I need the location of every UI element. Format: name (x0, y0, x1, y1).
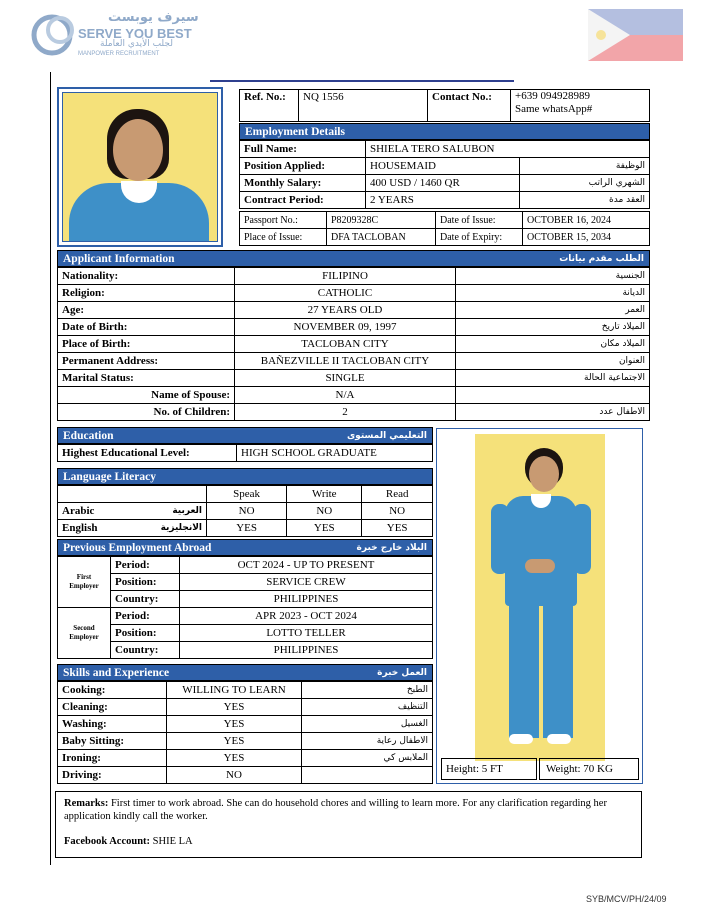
applicant-label: Marital Status: (58, 370, 235, 387)
applicant-label-ar: الاطفال عدد (456, 404, 650, 421)
language-value: YES (287, 520, 362, 537)
employment-label: Country: (111, 642, 180, 659)
height-box (441, 758, 537, 780)
issue-label: Date of Issue: (436, 212, 523, 229)
applicant-value: FILIPINO (235, 268, 456, 285)
skill-row (58, 682, 433, 699)
applicant-row (58, 302, 650, 319)
passport-value: P8209328C (327, 212, 436, 229)
employment-row (58, 608, 433, 625)
applicant-row (58, 319, 650, 336)
contract-label: Contract Period: (240, 192, 366, 209)
contract-value: 2 YEARS (366, 192, 520, 209)
previous-employment-section (57, 539, 433, 659)
place-value: DFA TACLOBAN (327, 229, 436, 246)
applicant-label: Name of Spouse: (58, 387, 235, 404)
language-header (57, 468, 433, 485)
language-row (58, 520, 433, 537)
applicant-label: Religion: (58, 285, 235, 302)
reference-table (239, 89, 650, 122)
employment-value: LOTTO TELLER (180, 625, 433, 642)
left-margin-line (50, 72, 51, 865)
language-value: YES (362, 520, 433, 537)
place-label: Place of Issue: (240, 229, 327, 246)
logo-name: SERVE YOU BEST (78, 26, 192, 41)
skill-label-ar: الغسيل (302, 716, 433, 733)
language-col-header: Speak (207, 486, 287, 503)
employer-tag: Second Employer (58, 608, 111, 659)
employment-label: Period: (111, 557, 180, 574)
previous-header (57, 539, 433, 556)
education-section (57, 427, 433, 462)
fullbody-frame (436, 428, 643, 784)
headshot-frame (57, 87, 223, 247)
ref-label: Ref. No.: (240, 90, 299, 122)
applicant-row (58, 387, 650, 404)
applicant-label-ar: الميلاد مكان (456, 336, 650, 353)
logo-arabic: سيرف يوبست (108, 10, 199, 25)
contact-value: +639 094928989 (515, 90, 590, 102)
applicant-label: No. of Children: (58, 404, 235, 421)
logo-tagline: MANPOWER RECRUITMENT (78, 51, 160, 57)
skill-value: YES (167, 699, 302, 716)
applicant-label-ar: الديانة (456, 285, 650, 302)
passport-label: Passport No.: (240, 212, 327, 229)
language-section (57, 468, 433, 537)
employment-value: PHILIPPINES (180, 591, 433, 608)
previous-title: Previous Employment Abroad (63, 541, 212, 554)
skill-label: Ironing: (58, 750, 167, 767)
applicant-label-ar: العنوان (456, 353, 650, 370)
top-rule (210, 80, 514, 82)
skill-label-ar: الطبخ (302, 682, 433, 699)
language-header-row (58, 486, 433, 503)
language-value: YES (207, 520, 287, 537)
employment-row (58, 557, 433, 574)
applicant-value: SINGLE (235, 370, 456, 387)
applicant-information (57, 250, 650, 421)
ref-value: NQ 1556 (299, 90, 428, 122)
applicant-value: CATHOLIC (235, 285, 456, 302)
employment-value: SERVICE CREW (180, 574, 433, 591)
skills-table (57, 681, 433, 784)
employment-label: Country: (111, 591, 180, 608)
applicant-value: 27 YEARS OLD (235, 302, 456, 319)
contact-cell (511, 90, 650, 122)
salary-label: Monthly Salary: (240, 175, 366, 192)
language-name-ar: الانجليزية (160, 522, 202, 533)
skill-row (58, 767, 433, 784)
facebook-value: SHIE LA (152, 836, 193, 847)
employment-row (58, 591, 433, 608)
education-title-ar: التعليمي المستوى (346, 430, 427, 441)
employer-tag: First Employer (58, 557, 111, 608)
skill-label: Washing: (58, 716, 167, 733)
applicant-label: Permanent Address: (58, 353, 235, 370)
skill-label: Baby Sitting: (58, 733, 167, 750)
language-value: NO (362, 503, 433, 520)
applicant-table (57, 267, 650, 421)
skill-value: YES (167, 716, 302, 733)
employment-value: PHILIPPINES (180, 642, 433, 659)
employment-row (58, 574, 433, 591)
position-label: Position Applied: (240, 158, 366, 175)
applicant-row (58, 268, 650, 285)
language-name-cell (58, 503, 207, 520)
applicant-label-ar: الاجتماعية الحالة (456, 370, 650, 387)
headshot-photo (62, 92, 218, 242)
education-title: Education (63, 429, 114, 442)
employment-row (58, 625, 433, 642)
salary-ar: الشهري الراتب (520, 175, 650, 192)
skill-value: WILLING TO LEARN (167, 682, 302, 699)
fullbody-photo (475, 434, 605, 761)
remarks-paragraph (64, 797, 633, 823)
skill-value: YES (167, 733, 302, 750)
skill-label-ar: الملابس كي (302, 750, 433, 767)
contract-ar: العقد مدة (520, 192, 650, 209)
previous-table (57, 556, 433, 659)
applicant-title-ar: الطلب مقدم بيانات (559, 253, 644, 264)
expiry-value: OCTOBER 15, 2034 (523, 229, 650, 246)
applicant-value: NOVEMBER 09, 1997 (235, 319, 456, 336)
language-name-cell (58, 520, 207, 537)
full-name-value: SHIELA TERO SALUBON (366, 141, 650, 158)
applicant-label-ar: الميلاد تاريخ (456, 319, 650, 336)
employment-label: Position: (111, 574, 180, 591)
applicant-row (58, 370, 650, 387)
applicant-row (58, 404, 650, 421)
skills-title-ar: العمل خبرة (377, 667, 427, 678)
skill-label: Cooking: (58, 682, 167, 699)
language-table (57, 485, 433, 537)
employment-value: APR 2023 - OCT 2024 (180, 608, 433, 625)
facebook-label: Facebook Account: (64, 836, 151, 847)
company-logo (30, 10, 200, 60)
language-col-header: Read (362, 486, 433, 503)
remarks-label: Remarks: (64, 798, 109, 809)
employment-row (58, 642, 433, 659)
skill-value: YES (167, 750, 302, 767)
applicant-row (58, 285, 650, 302)
language-name: English (62, 521, 98, 534)
applicant-title: Applicant Information (63, 252, 175, 265)
employment-label: Position: (111, 625, 180, 642)
employment-details (239, 123, 650, 246)
language-value: NO (207, 503, 287, 520)
applicant-value: BAÑEZVILLE II TACLOBAN CITY (235, 353, 456, 370)
applicant-value: N/A (235, 387, 456, 404)
skill-label: Driving: (58, 767, 167, 784)
skills-section (57, 664, 433, 784)
applicant-label: Date of Birth: (58, 319, 235, 336)
previous-title-ar: البلاد خارج خبرة (356, 542, 427, 553)
applicant-label-ar (456, 387, 650, 404)
skill-label-ar: التنظيف (302, 699, 433, 716)
skills-header (57, 664, 433, 681)
applicant-label: Place of Birth: (58, 336, 235, 353)
applicant-value: TACLOBAN CITY (235, 336, 456, 353)
language-title: Language Literacy (63, 470, 156, 483)
issue-value: OCTOBER 16, 2024 (523, 212, 650, 229)
language-corner (58, 486, 207, 503)
skill-label-ar (302, 767, 433, 784)
applicant-label: Age: (58, 302, 235, 319)
skill-row (58, 750, 433, 767)
facebook-line (64, 835, 633, 848)
position-ar: الوظيفة (520, 158, 650, 175)
employment-header (239, 123, 650, 140)
applicant-row (58, 353, 650, 370)
skills-title: Skills and Experience (63, 666, 170, 679)
language-value: NO (287, 503, 362, 520)
remarks-box (55, 791, 642, 858)
skill-row (58, 733, 433, 750)
applicant-header (57, 250, 650, 267)
height-value: Height: 5 FT (446, 763, 503, 775)
education-value: HIGH SCHOOL GRADUATE (237, 445, 433, 462)
skill-row (58, 716, 433, 733)
applicant-label-ar: الجنسية (456, 268, 650, 285)
full-name-label: Full Name: (240, 141, 366, 158)
employment-label: Period: (111, 608, 180, 625)
expiry-label: Date of Expiry: (436, 229, 523, 246)
skill-label: Cleaning: (58, 699, 167, 716)
logo-arabic-sub: لجلب الأيدي العاملة (100, 39, 173, 49)
skill-label-ar: الاطفال رعاية (302, 733, 433, 750)
applicant-row (58, 336, 650, 353)
weight-box (539, 758, 639, 780)
remarks-text: First timer to work abroad. She can do household chores and willing to learn more. For any clarification regarding her application kindly call the worker. (64, 798, 607, 822)
document-code: SYB/MCV/PH/24/09 (586, 894, 667, 904)
position-value: HOUSEMAID (366, 158, 520, 175)
employment-value: OCT 2024 - UP TO PRESENT (180, 557, 433, 574)
contact-label: Contact No.: (428, 90, 511, 122)
skill-row (58, 699, 433, 716)
language-name-ar: العربية (172, 505, 202, 516)
philippines-flag-icon (588, 9, 683, 61)
applicant-label-ar: العمر (456, 302, 650, 319)
applicant-label: Nationality: (58, 268, 235, 285)
salary-value: 400 USD / 1460 QR (366, 175, 520, 192)
language-row (58, 503, 433, 520)
employment-title: Employment Details (245, 125, 345, 138)
language-name: Arabic (62, 504, 95, 517)
skill-value: NO (167, 767, 302, 784)
language-col-header: Write (287, 486, 362, 503)
logo-mark-icon (30, 10, 78, 60)
contact-note: Same whatsApp# (515, 103, 593, 115)
applicant-value: 2 (235, 404, 456, 421)
education-header (57, 427, 433, 444)
education-label: Highest Educational Level: (58, 445, 237, 462)
weight-value: Weight: 70 KG (546, 763, 613, 775)
